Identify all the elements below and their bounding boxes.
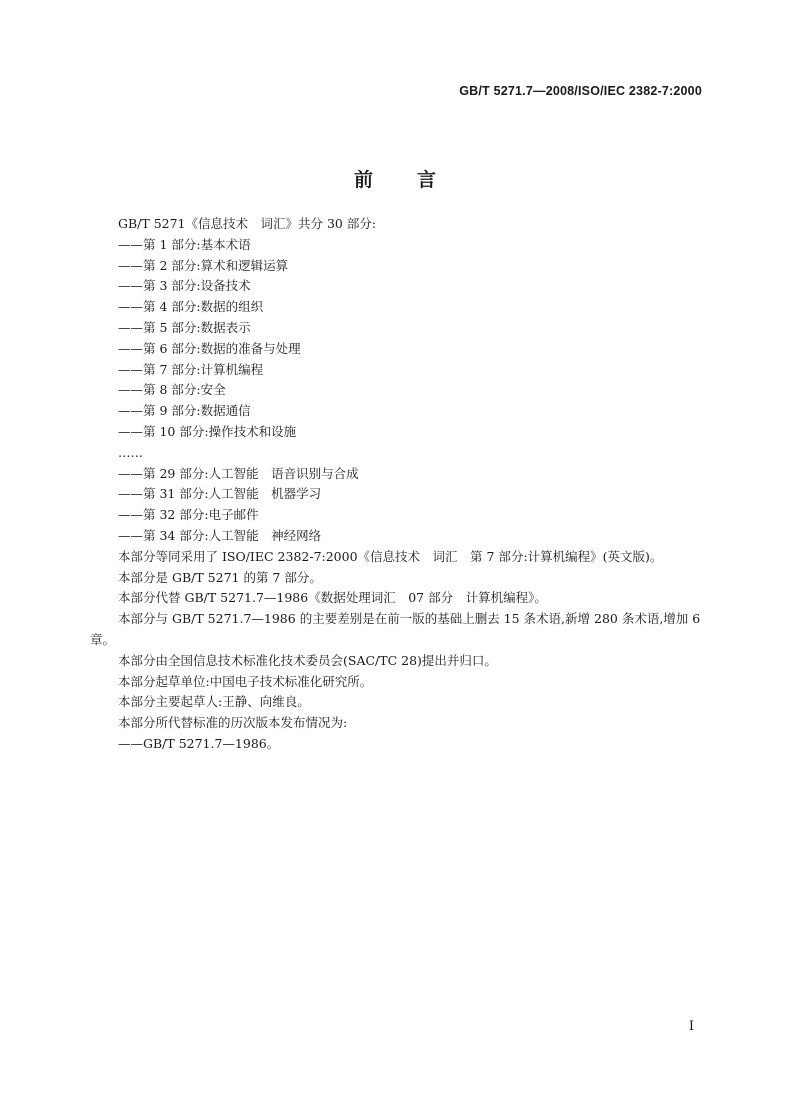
paragraph-part-number: 本部分是 GB/T 5271 的第 7 部分。 <box>118 569 322 585</box>
standard-code: GB/T 5271.7—2008/ISO/IEC 2382-7:2000 <box>459 84 702 98</box>
list-item-part-32: ——第 32 部分:电子邮件 <box>118 507 259 523</box>
paragraph-intro: GB/T 5271《信息技术 词汇》共分 30 部分: <box>118 216 377 231</box>
list-item-part-8: ——第 8 部分:安全 <box>118 382 226 398</box>
list-item-part-7: ——第 7 部分:计算机编程 <box>118 361 264 377</box>
paragraph-adoption: 本部分等同采用了 ISO/IEC 2382-7:2000《信息技术 词汇 第 7 部分:计算机编程》(英文版)。 <box>118 548 663 564</box>
list-item-part-3: ——第 3 部分:设备技术 <box>118 278 251 294</box>
paragraph-differences: 本部分与 GB/T 5271.7—1986 的主要差别是在前一版的基础上删去 15 条术语,新增 280 条术语,增加 6 章。 <box>90 611 701 647</box>
paragraph-history-intro: 本部分所代替标准的历次版本发布情况为: <box>118 715 348 731</box>
page-title: 前 言 <box>353 168 438 191</box>
list-item-part-4: ——第 4 部分:数据的组织 <box>118 299 264 315</box>
list-item-part-34: ——第 34 部分:人工智能 神经网络 <box>118 527 322 543</box>
list-item-part-1: ——第 1 部分:基本术语 <box>118 236 251 252</box>
list-item-part-10: ——第 10 部分:操作技术和设施 <box>118 423 297 439</box>
list-item-history: ——GB/T 5271.7—1986。 <box>118 735 280 751</box>
paragraph-drafting-unit: 本部分起草单位:中国电子技术标准化研究所。 <box>118 673 373 689</box>
list-item-part-6: ——第 6 部分:数据的准备与处理 <box>118 340 301 356</box>
list-ellipsis: …… <box>118 444 143 460</box>
list-item-part-5: ——第 5 部分:数据表示 <box>118 319 251 335</box>
list-item-part-29: ——第 29 部分:人工智能 语音识别与合成 <box>118 465 359 481</box>
paragraph-proposer: 本部分由全国信息技术标准化技术委员会(SAC/TC 28)提出并归口。 <box>118 652 497 668</box>
paragraph-drafters: 本部分主要起草人:王静、向维良。 <box>118 694 310 710</box>
document-body <box>90 214 704 755</box>
list-item-part-2: ——第 2 部分:算术和逻辑运算 <box>118 257 289 273</box>
page-number: I <box>688 1019 694 1034</box>
list-item-part-9: ——第 9 部分:数据通信 <box>118 403 251 419</box>
paragraph-replaces: 本部分代替 GB/T 5271.7—1986《数据处理词汇 07 部分 计算机编程》。 <box>118 590 547 606</box>
list-item-part-31: ——第 31 部分:人工智能 机器学习 <box>118 486 322 502</box>
